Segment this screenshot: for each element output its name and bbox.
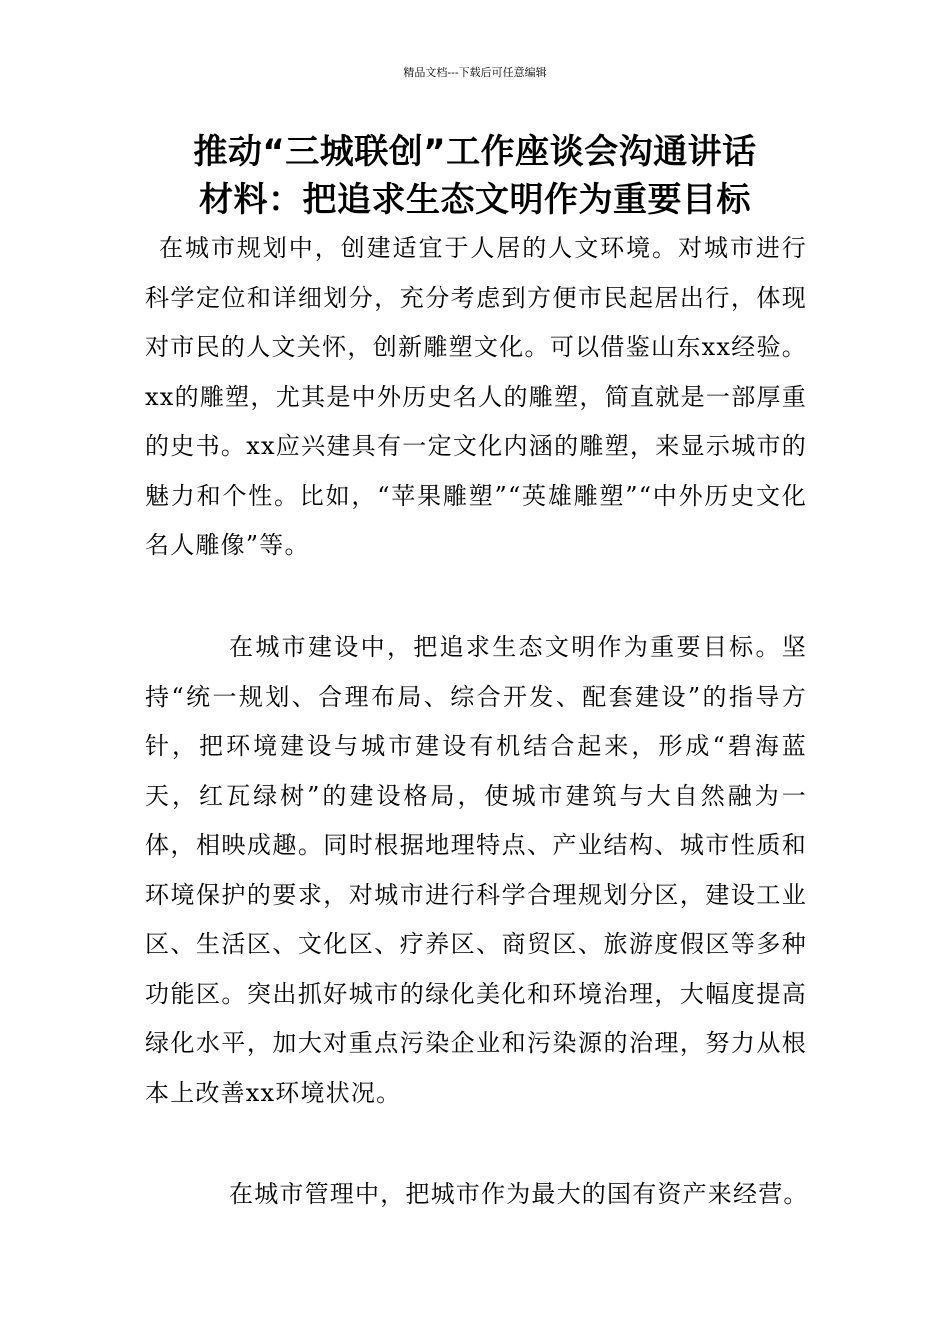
document-title [120,128,830,224]
paragraph-1: 在城市规划中，创建适宜于人居的人文环境。对城市进行科学定位和详细划分，充分考虑到方便市民起居出行，体现对市民的人文关怀，创新雕塑文化。可以借鉴山东xx经验。xx的雕塑，尤其是中外历史名人的雕塑，简直就是一部厚重的史书。xx应兴建具有一定文化内涵的雕塑，来显示城市的魅力和个性。比如，“苹果雕塑”“英雄雕塑”“中外历史文化名人雕像”等。 [145,234,807,559]
title-line-1: 推动“三城联创”工作座谈会沟通讲话 [193,132,757,172]
title-line-2: 材料：把追求生态文明作为重要目标 [199,180,751,220]
paragraph-3: 在城市管理中，把城市作为最大的国有资产来经营。 [229,1180,809,1208]
paragraph-2: 在城市建设中，把追求生态文明作为重要目标。坚持“统一规划、合理布局、综合开发、配套建设”的指导方针，把环境建设与城市建设有机结合起来，形成“碧海蓝天，红瓦绿树”的建设格局，使城市建筑与大自然融为一体，相映成趣。同时根据地理特点、产业结构、城市性质和环境保护的要求，对城市进行科学合理规划分区，建设工业区、生活区、文化区、疗养区、商贸区、旅游度假区等多种功能区。突出抓好城市的绿化美化和环境治理，大幅度提高绿化水平，加大对重点污染企业和污染源的治理，努力从根本上改善xx环境状况。 [145,633,807,1107]
header-note: 精品文档---下载后可任意编辑 [403,66,547,79]
